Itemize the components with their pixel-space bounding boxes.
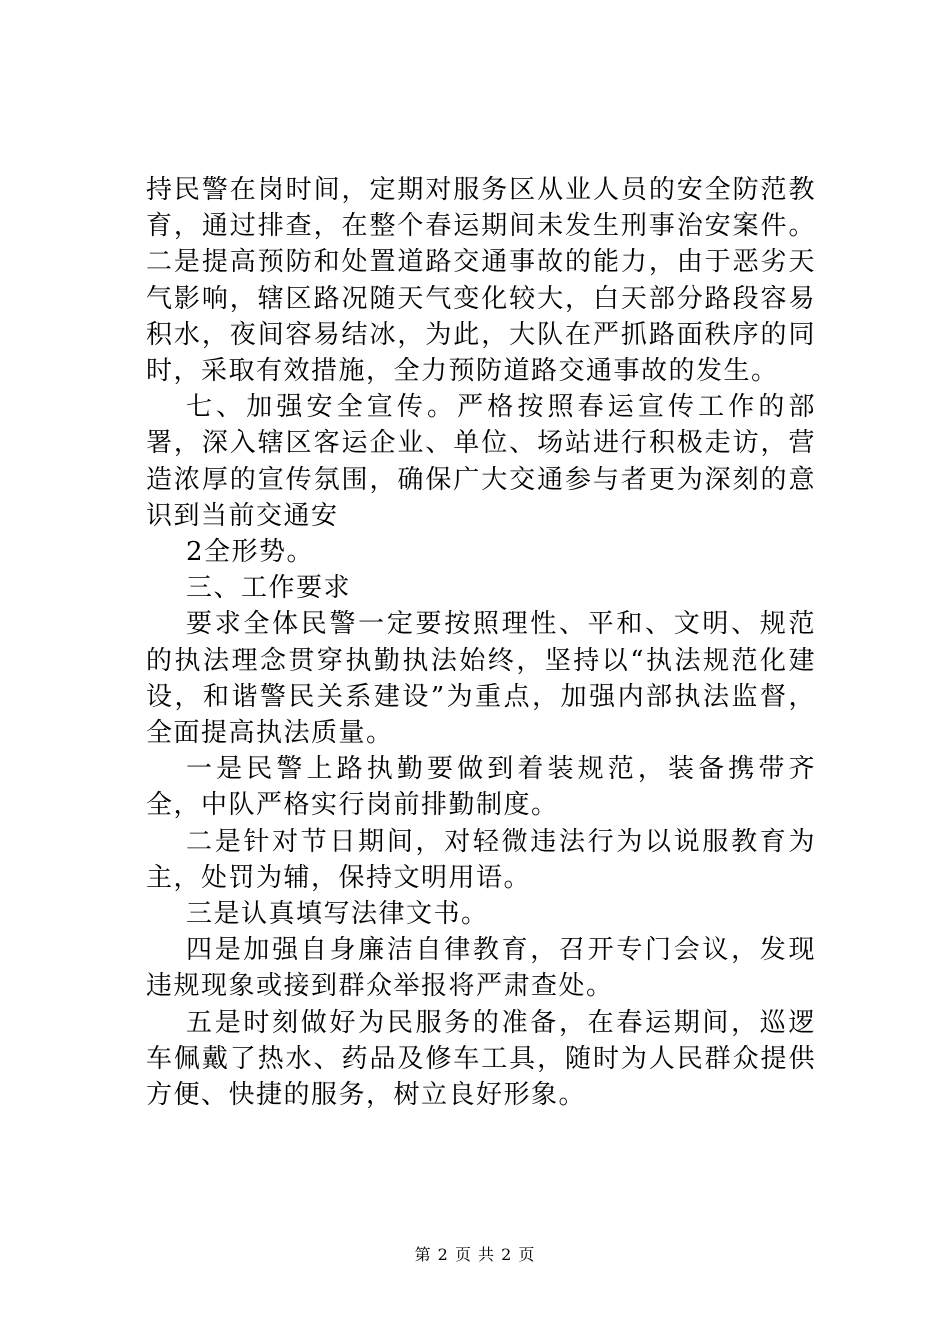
section-heading-work-requirements: 三、工作要求 <box>186 573 352 604</box>
paragraph-section-seven: 七、加强安全宣传。严格按照春运宣传工作的部署，深入辖区客运企业、单位、场站进行积极走访，营造浓厚的宣传氛围，确保广大交通参与者更为深刻的意识到当前交通安 <box>146 392 816 531</box>
paragraph-continuation: 持民警在岗时间，定期对服务区从业人员的安全防范教育，通过排查，在整个春运期间未发生刑事治安案件。二是提高预防和处置道路交通事故的能力，由于恶劣天气影响，辖区路况随天气变化较大，白天部分路段容易积水，夜间容易结冰，为此，大队在严抓路面秩序的同时，采取有效措施，全力预防道路交通事故的发生。 <box>146 175 816 387</box>
paragraph-page-break-fragment: 2全形势。 <box>186 537 315 568</box>
document-body <box>146 172 816 1113</box>
paragraph-requirement-one: 一是民警上路执勤要做到着装规范，装备携带齐全，中队严格实行岗前排勤制度。 <box>146 754 816 821</box>
paragraph-requirements-intro: 要求全体民警一定要按照理性、平和、文明、规范的执法理念贯穿执勤执法始终，坚持以“执法规范化建设，和谐警民关系建设”为重点，加强内部执法监督，全面提高执法质量。 <box>146 609 816 749</box>
paragraph-requirement-four: 四是加强自身廉洁自律教育，召开专门会议，发现违规现象或接到群众举报将严肃查处。 <box>146 935 816 1002</box>
paragraph-requirement-five: 五是时刻做好为民服务的准备，在春运期间，巡逻车佩戴了热水、药品及修车工具，随时为人民群众提供方便、快捷的服务，树立良好形象。 <box>146 1007 816 1111</box>
paragraph-requirement-two: 二是针对节日期间，对轻微违法行为以说服教育为主，处罚为辅，保持文明用语。 <box>146 826 816 893</box>
page-number-footer: 第 2 页 共 2 页 <box>414 1245 536 1264</box>
paragraph-requirement-three: 三是认真填写法律文书。 <box>186 899 489 930</box>
